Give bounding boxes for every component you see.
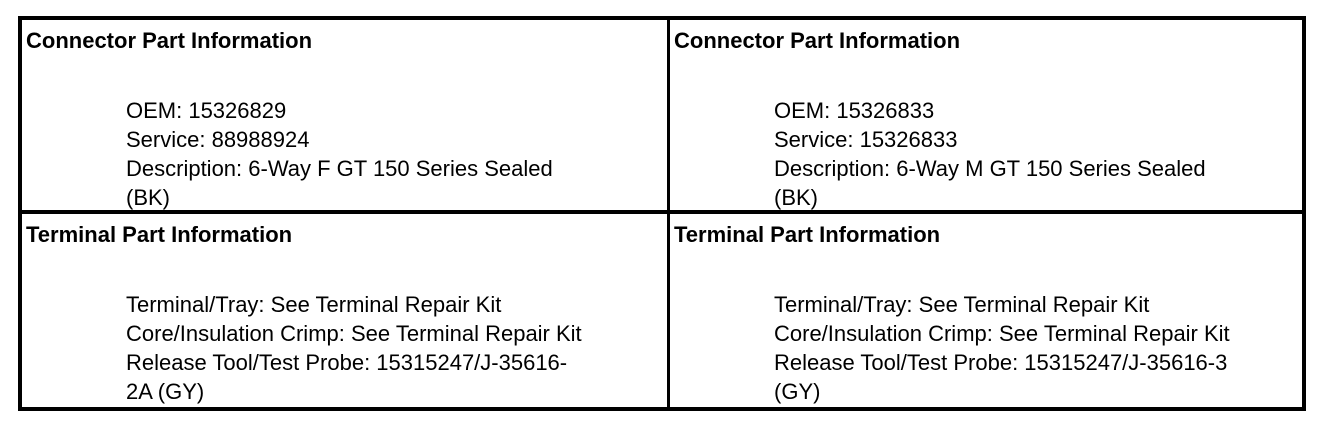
service-number: Service: 15326833 <box>774 127 958 152</box>
description-color: (BK) <box>774 185 818 210</box>
terminal-tray: Terminal/Tray: See Terminal Repair Kit <box>774 292 1150 317</box>
description-line: Description: 6-Way F GT 150 Series Sealed <box>126 156 553 181</box>
terminal-details <box>774 290 1302 406</box>
core-insulation-crimp: Core/Insulation Crimp: See Terminal Repair Kit <box>126 321 582 346</box>
part-information-table <box>18 16 1306 411</box>
release-tool-continuation: 2A (GY) <box>126 379 205 404</box>
terminal-heading: Terminal Part Information <box>26 222 293 247</box>
connector-details <box>774 96 1302 212</box>
terminal-info-cell-right <box>670 214 1306 407</box>
connector-heading: Connector Part Information <box>674 28 961 53</box>
connector-info-cell-left <box>22 20 670 214</box>
description-line: Description: 6-Way M GT 150 Series Sealed <box>774 156 1206 181</box>
connector-heading: Connector Part Information <box>26 28 313 53</box>
connector-info-cell-right <box>670 20 1306 214</box>
service-number: Service: 88988924 <box>126 127 310 152</box>
core-insulation-crimp: Core/Insulation Crimp: See Terminal Repair Kit <box>774 321 1230 346</box>
connector-details <box>126 96 663 212</box>
oem-number: OEM: 15326833 <box>774 98 935 123</box>
oem-number: OEM: 15326829 <box>126 98 287 123</box>
terminal-info-cell-left <box>22 214 670 407</box>
release-tool-test-probe: Release Tool/Test Probe: 15315247/J-35616- <box>126 350 568 375</box>
terminal-details <box>126 290 663 406</box>
release-tool-test-probe: Release Tool/Test Probe: 15315247/J-35616-3 <box>774 350 1228 375</box>
description-color: (BK) <box>126 185 170 210</box>
terminal-heading: Terminal Part Information <box>674 222 941 247</box>
release-tool-continuation: (GY) <box>774 379 821 404</box>
terminal-tray: Terminal/Tray: See Terminal Repair Kit <box>126 292 502 317</box>
